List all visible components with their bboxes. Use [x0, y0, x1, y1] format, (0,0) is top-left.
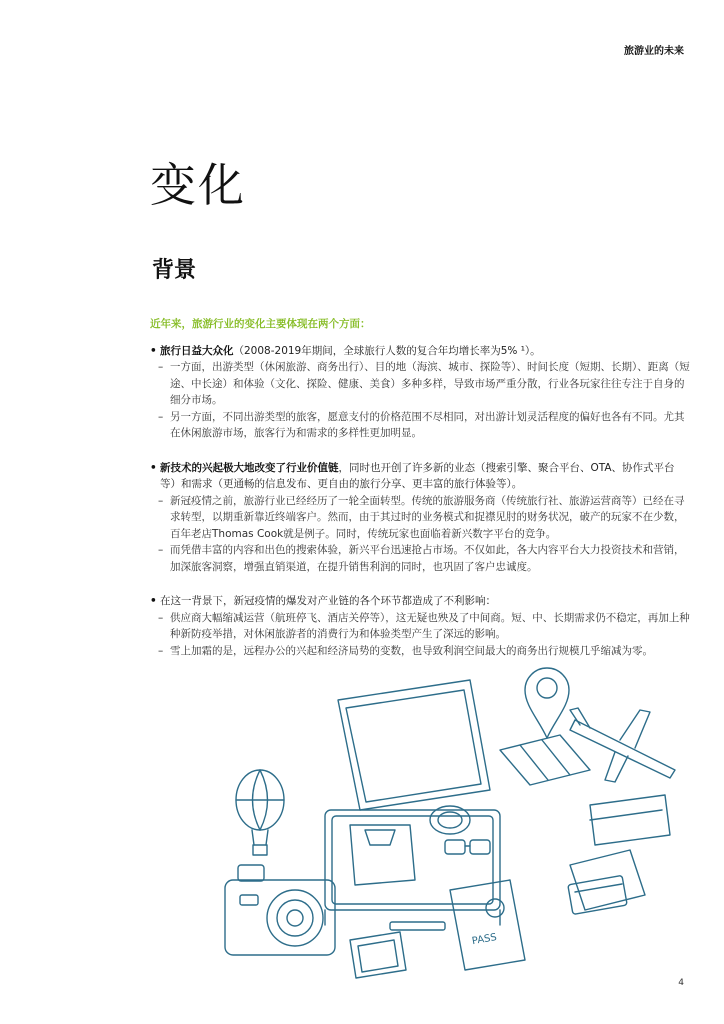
location-pin-icon [525, 668, 569, 738]
bullet-lead-text: （2008-2019年期间，全球旅行人数的复合年均增长率为5% ¹）。 [233, 344, 541, 357]
sunglasses-icon [445, 840, 490, 854]
sub-item: – 供应商大幅缩减运营（航班停飞、酒店关停等），这无疑也殃及了中间商。短、中、长期需求仍不稳定，再加上种种新防疫举措，对休闲旅游者的消费行为和体验类型产生了深远的影响。 [150, 610, 690, 643]
sub-item: – 新冠疫情之前，旅游行业已经经历了一轮全面转型。传统的旅游服务商（传统旅行社、旅游运营商等）已经在寻求转型，以期重新靠近终端客户。然而，由于其过时的业务模式和捉襟见肘的财务状况，破产的玩家不在少数，百年老店Thomas Cook就是例子。同时，传统玩家也面临着新兴数字平台的竞争。 [150, 493, 690, 543]
bullet-lead-bold: 新技术的兴起极大地改变了行业价值链 [160, 461, 339, 474]
camera-icon [225, 865, 335, 955]
bullet-lead-text: 在这一背景下，新冠疫情的爆发对产业链的各个环节都造成了不利影响： [160, 595, 496, 607]
running-header: 旅游业的未来 [624, 46, 684, 57]
body-content [150, 316, 690, 677]
travel-illustration [150, 640, 680, 980]
sub-item: – 另一方面，不同出游类型的旅客，愿意支付的价格范围不尽相同，对出游计划灵活程度的偏好也各有不同。尤其在休闲旅游市场，旅客行为和需求的多样性更加明显。 [150, 409, 690, 442]
section-2 [150, 460, 690, 576]
sub-item: – 雪上加霜的是，远程办公的兴起和经济局势的变数，也导致利润空间最大的商务出行规模几乎缩减为零。 [150, 643, 690, 660]
bullet-lead-bold: 旅行日益大众化 [160, 344, 234, 357]
intro-text: 近年来，旅游行业的变化主要体现在两个方面： [150, 318, 371, 330]
hot-air-balloon-icon [236, 770, 284, 855]
photo-icon [350, 932, 406, 978]
sub-item: – 一方面，出游类型（休闲旅游、商务出行）、目的地（海滨、城市、探险等）、时间长度（短期、长期）、距离（短途、中长途）和体验（文化、探险、健康、美食）多种多样，导致市场严重分散，行业各玩家往往专注于自身的细分市场。 [150, 359, 690, 409]
bullet-item [150, 460, 690, 493]
bullet-item [150, 343, 690, 360]
page-number: 4 [678, 978, 684, 988]
credit-card-icon [568, 875, 627, 914]
map-icon [500, 735, 590, 785]
page-title: 变化 [150, 158, 246, 212]
passport-label: PASS [471, 932, 498, 948]
section-1 [150, 343, 690, 442]
sub-item: – 而凭借丰富的内容和出色的搜索体验，新兴平台迅速抢占市场。不仅如此，各大内容平台大力投资技术和营销，加深旅客洞察，增强直销渠道，在提升销售利润的同时，也巩固了客户忠诚度。 [150, 542, 690, 575]
ticket-icon [570, 795, 670, 910]
passport-icon [450, 880, 525, 970]
bullet-lead-text: ，同时也开创了许多新的业态（搜索引擎、聚合平台、OTA、协作式平台等）和需求（更通畅的信息发布、更自由的旅行分享、更丰富的旅行体验等）。 [160, 461, 675, 490]
bullet-item [150, 593, 690, 610]
suitcase-icon [325, 680, 500, 930]
section-subtitle: 背景 [152, 258, 197, 283]
